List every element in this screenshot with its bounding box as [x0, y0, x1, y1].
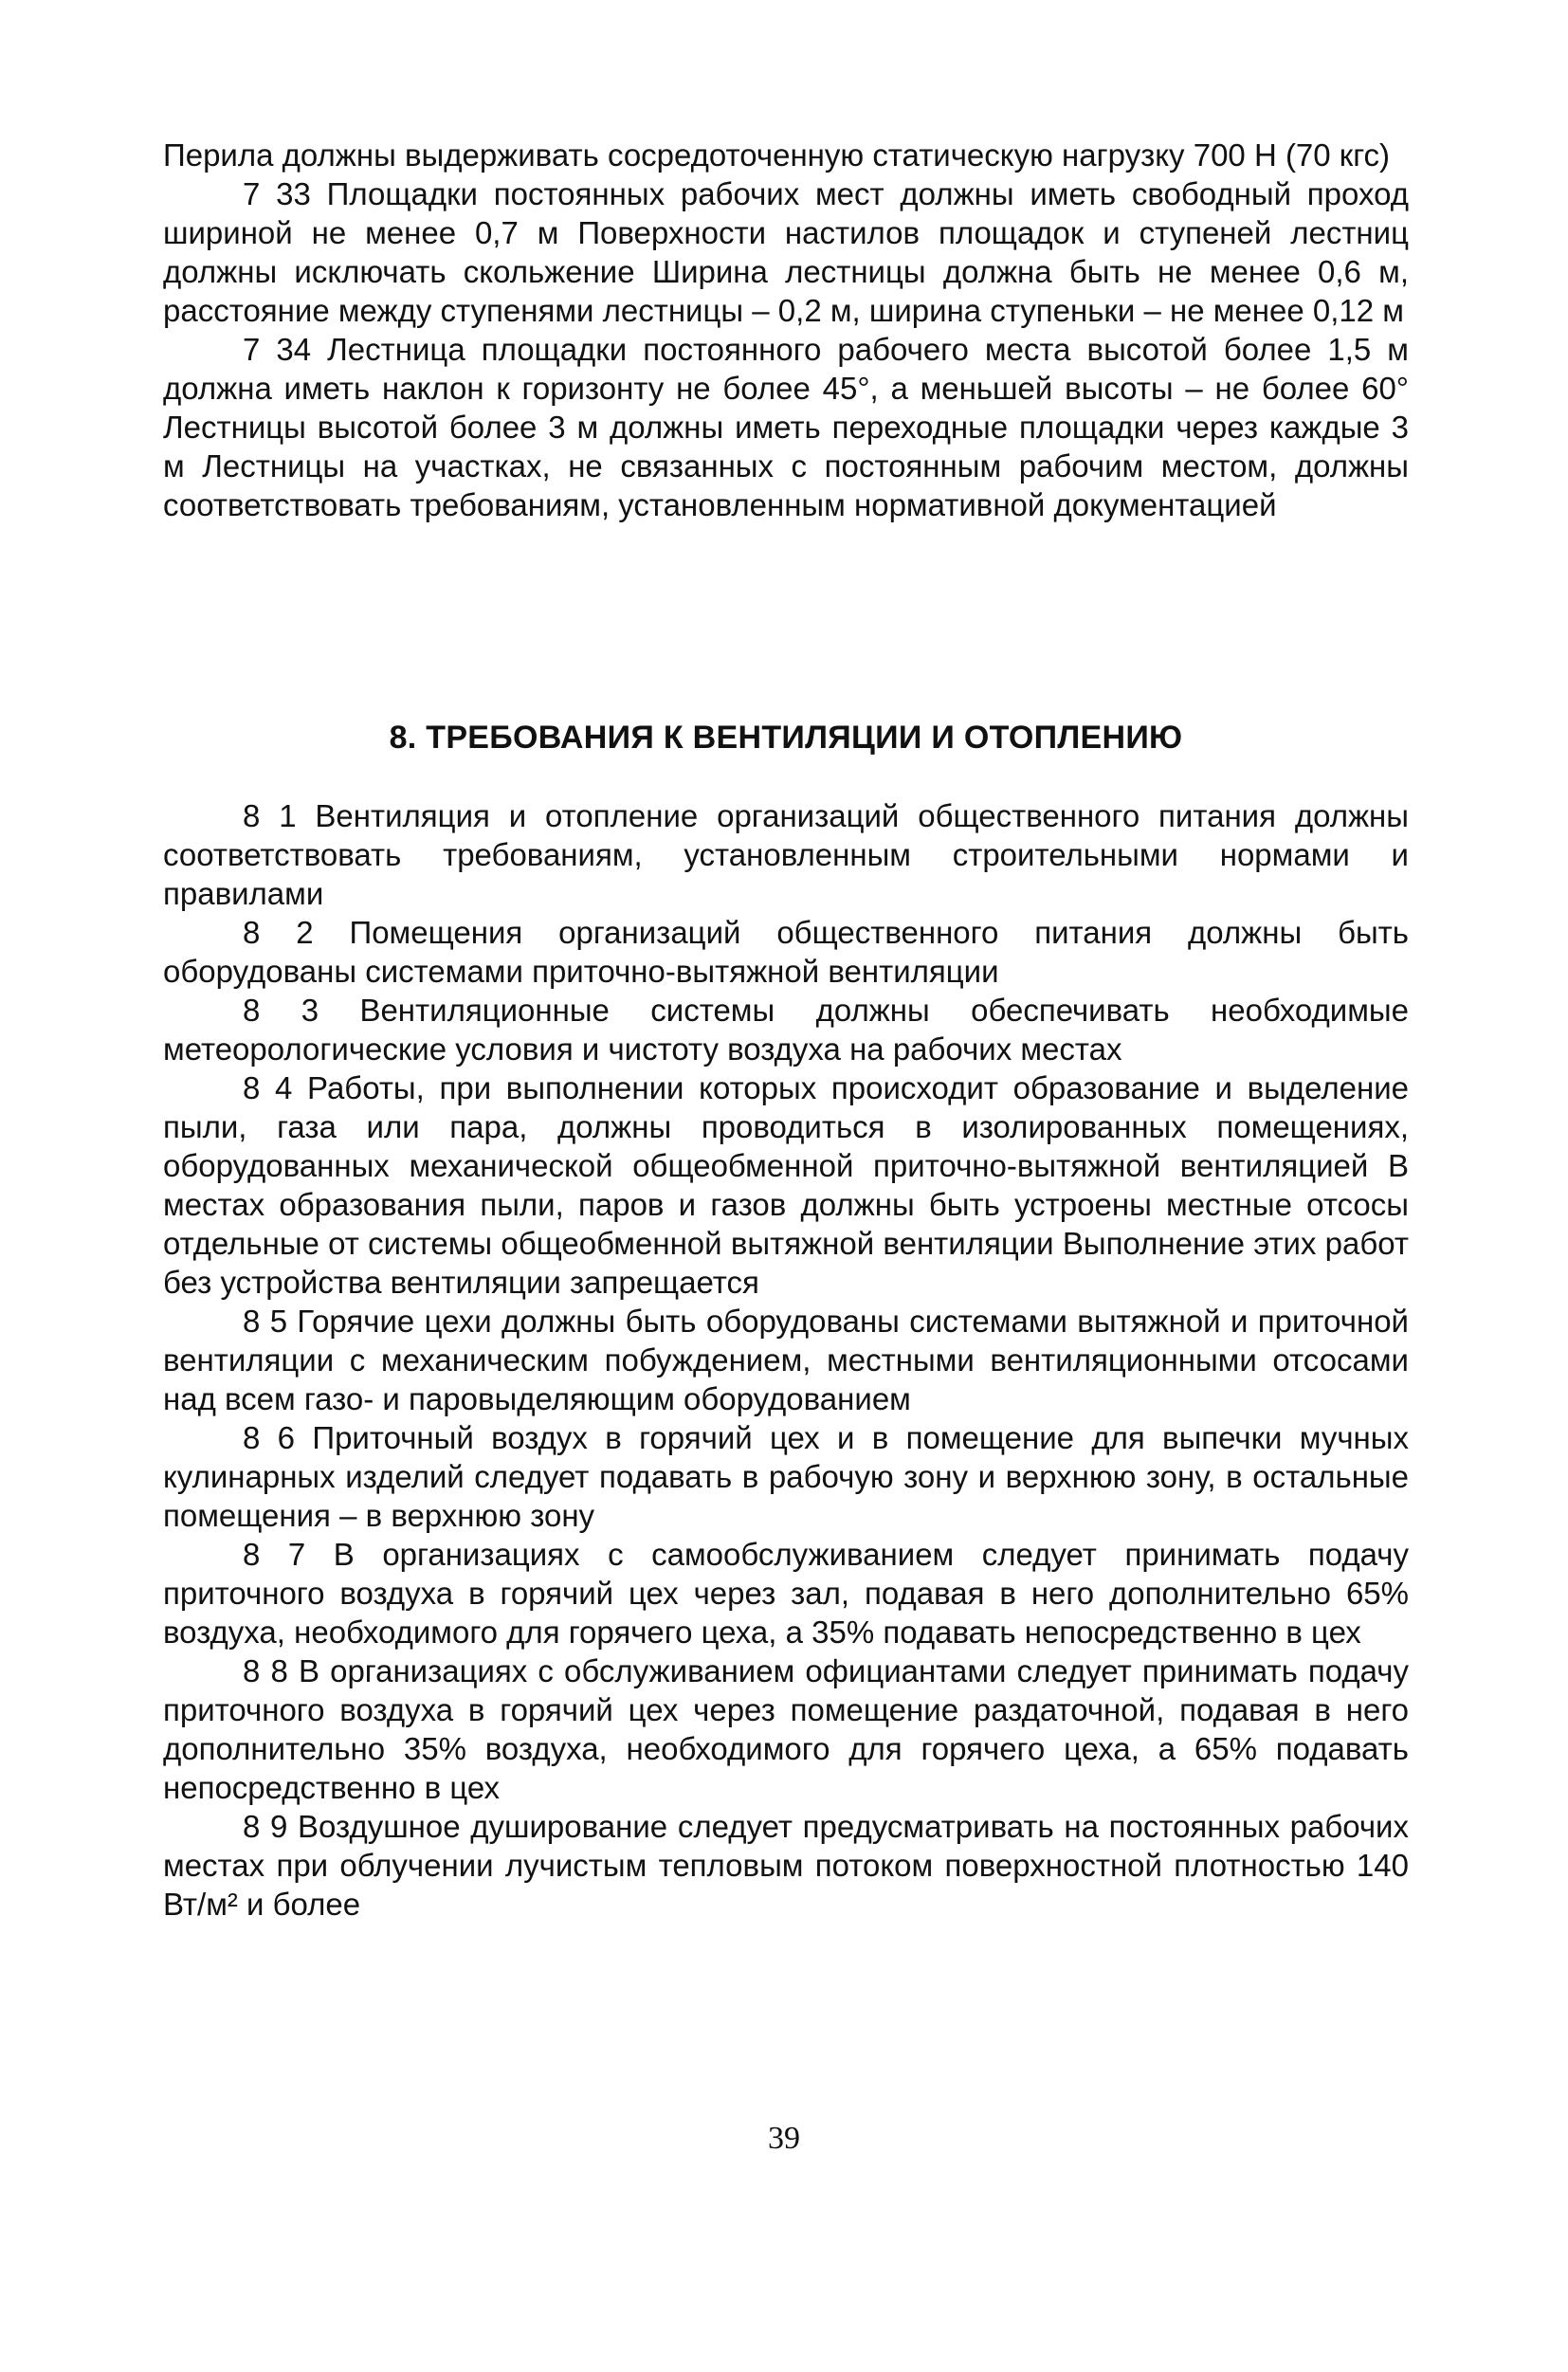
- page-number: 39: [768, 2121, 800, 2156]
- paragraph-8-2: 8 2 Помещения организаций общественного питания должны быть оборудованы системами приточно-вытяжной вентиляции: [163, 915, 1409, 989]
- paragraph-8-7: 8 7 В организациях с самообслуживанием следует принимать подачу приточного воздуха в горячий цех через зал, подавая в него дополнительно 65% воздуха, необходимого для горячего цеха, а 35% подавать непосредственно в цех: [163, 1537, 1409, 1650]
- paragraph-railing-load: Перила должны выдерживать сосредоточенную статическую нагрузку 700 Н (70 кгс): [163, 137, 1391, 173]
- top-text-block: [163, 136, 1409, 524]
- paragraph-8-8: 8 8 В организациях с обслуживанием официантами следует принимать подачу приточного воздуха в горячий цех через помещение раздаточной, подавая в него дополнительно 35% воздуха, необходимого для горячего цеха, а 65% подавать непосредственно в цех: [163, 1653, 1409, 1805]
- paragraph-7-33: 7 33 Площадки постоянных рабочих мест должны иметь свободный проход шириной не менее 0,7 м Поверхности настилов площадок и ступеней лестниц должны исключать скольжение Ширина лестницы должна быть не менее 0,6 м, расстояние между ступенями лестницы – 0,2 м, ширина ступеньки – не менее 0,12 м: [163, 176, 1409, 328]
- paragraph-8-1: 8 1 Вентиляция и отопление организаций общественного питания должны соответствовать требованиям, установленным строительными нормами и правилами: [163, 798, 1409, 911]
- paragraph-8-9: 8 9 Воздушное душирование следует предусматривать на постоянных рабочих местах при облучении лучистым тепловым потоком поверхностной плотностью 140 Вт/м² и более: [163, 1809, 1409, 1922]
- paragraph-8-6: 8 6 Приточный воздух в горячий цех и в помещение для выпечки мучных кулинарных изделий следует подавать в рабочую зону и верхнюю зону, в остальные помещения – в верхнюю зону: [163, 1420, 1409, 1533]
- section-title: 8. ТРЕБОВАНИЯ К ВЕНТИЛЯЦИИ И ОТОПЛЕНИЮ: [389, 720, 1183, 756]
- paragraph-8-5: 8 5 Горячие цехи должны быть оборудованы системами вытяжной и приточной вентиляции с механическим побуждением, местными вентиляционными отсосами над всем газо- и паровыделяющим оборудованием: [163, 1304, 1409, 1416]
- paragraph-7-34: 7 34 Лестница площадки постоянного рабочего места высотой более 1,5 м должна иметь наклон к горизонту не более 45°, а меньшей высоты – не более 60° Лестницы высотой более 3 м должны иметь переходные площадки через каждые 3 м Лестницы на участках, не связанных с постоянным рабочим местом, должны соответствовать требованиям, установленным нормативной документацией: [163, 332, 1409, 522]
- paragraph-8-3: 8 3 Вентиляционные системы должны обеспечивать необходимые метеорологические условия и чистоту воздуха на рабочих местах: [163, 993, 1409, 1067]
- bottom-text-block: [163, 796, 1409, 1924]
- paragraph-8-4: 8 4 Работы, при выполнении которых происходит образование и выделение пыли, газа или пара, должны проводиться в изолированных помещениях, оборудованных механической общеобменной приточно-вытяжной вентиляцией В местах образования пыли, паров и газов должны быть устроены местные отсосы отдельные от системы общеобменной вытяжной вентиляции Выполнение этих работ без устройства вентиляции запрещается: [163, 1070, 1409, 1300]
